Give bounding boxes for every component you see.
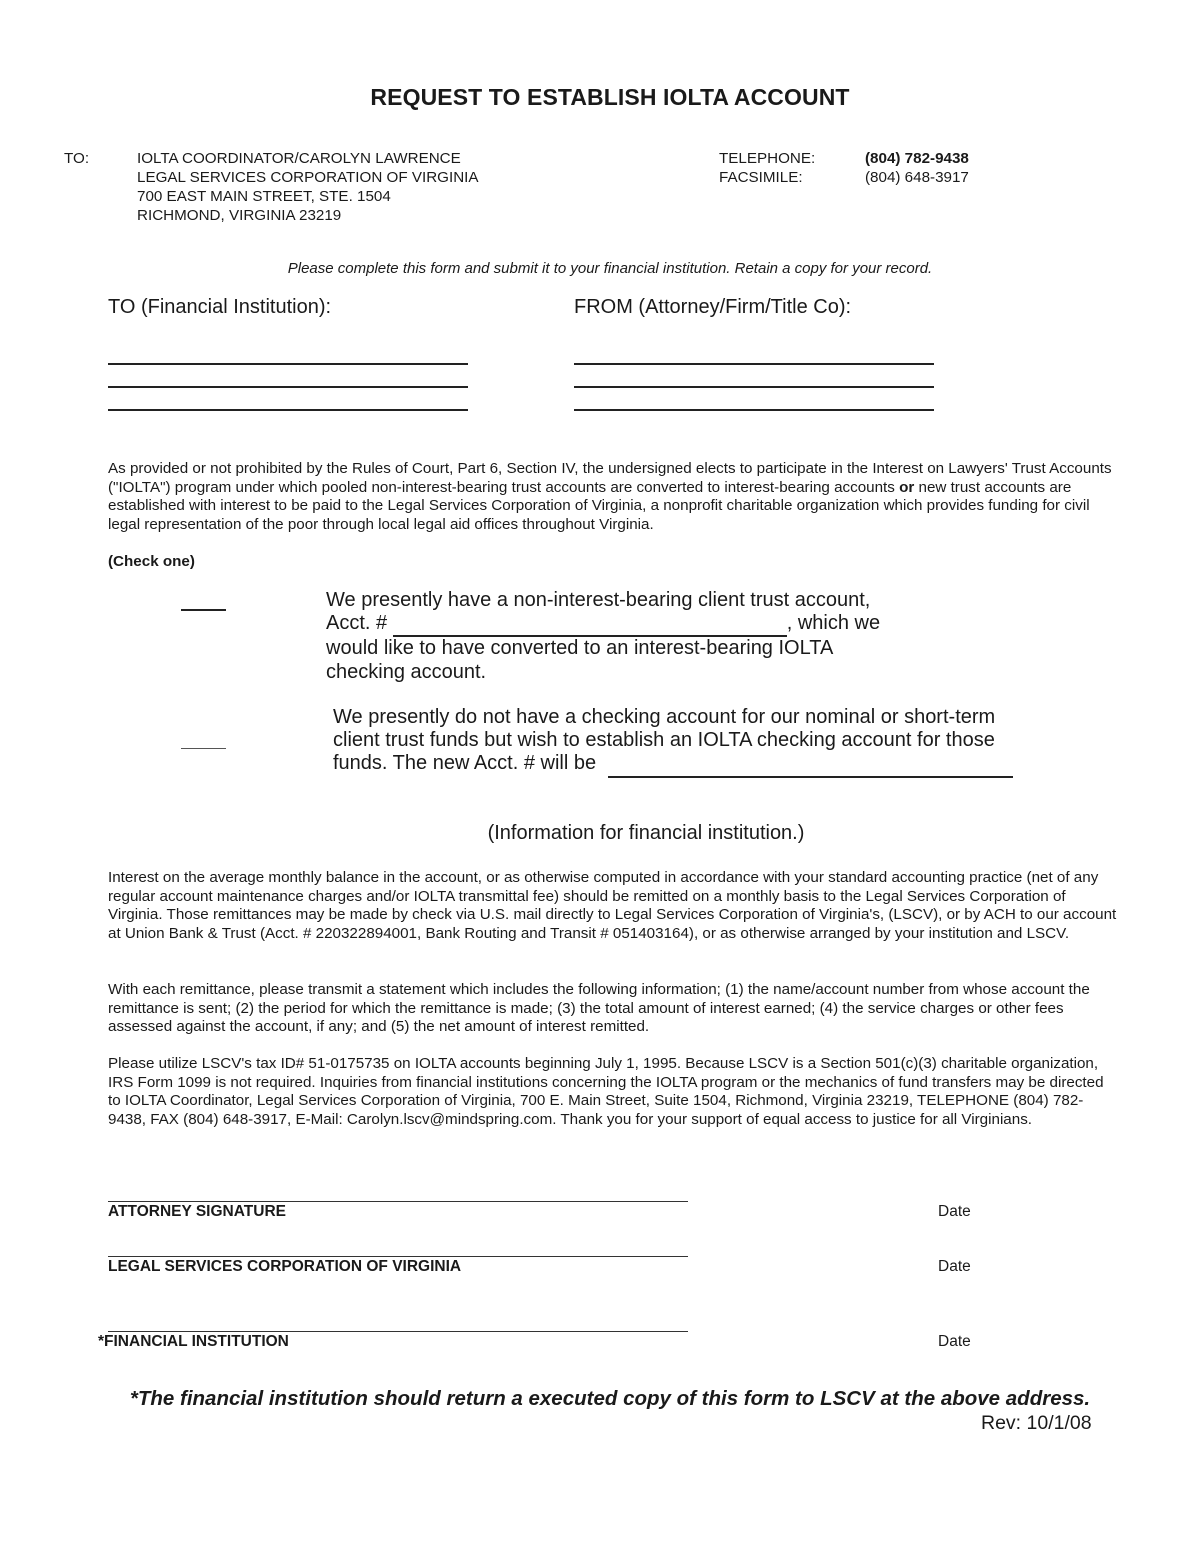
- institution-signature-line[interactable]: [108, 1331, 688, 1332]
- contact-labels: [719, 149, 815, 187]
- option-2-line-1: We presently do not have a checking account for our nominal or short-term: [333, 706, 996, 728]
- option-1-acct-prefix: Acct. #: [326, 612, 388, 635]
- attorney-signature-line[interactable]: [108, 1201, 688, 1202]
- option-1-text: [326, 589, 946, 684]
- option-2-line-3: [333, 752, 1073, 777]
- to-institution-label: TO (Financial Institution):: [108, 296, 332, 318]
- from-line-3[interactable]: [574, 409, 934, 411]
- tax-paragraph: Please utilize LSCV's tax ID# 51-0175735 on IOLTA accounts beginning July 1, 1995. Because LSCV is a Section 501(c)(3) charitable organization, IRS Form 1099 is not required. Inquiries from financial institutions concerning the IOLTA program or the mechanics of fund transfers may be directed to IOLTA Coordinator, Legal Services Corporation of Virginia, 700 E. Main Street, Suite 1504, Richmond, Virginia 23219, TELEPHONE (804) 782-9438, FAX (804) 648-3917, E-Mail: Carolyn.lscv@mindspring.com. Thank you for your support of equal access to justice for all Virginians.: [108, 1055, 1104, 1128]
- check-one-label: (Check one): [108, 553, 195, 570]
- attorney-date-label: Date: [938, 1203, 971, 1220]
- institution-line-1[interactable]: [108, 363, 468, 365]
- intro-part-1: As provided or not prohibited by the Rules of Court, Part 6, Section IV, the undersigned elects to participate in the Interest on Lawyers' Trust Accounts ("IOLTA") program under which pooled non-interest-bearing trust accounts are converted to interest-bearing accounts: [108, 460, 1112, 496]
- option-1-acct-line: [326, 612, 946, 637]
- institution-line-3[interactable]: [108, 409, 468, 411]
- option-1-acct-input[interactable]: [393, 612, 787, 637]
- contact-values: [865, 149, 969, 187]
- attorney-signature-label: ATTORNEY SIGNATURE: [108, 1203, 286, 1220]
- option-2-checkbox[interactable]: [181, 748, 226, 749]
- institution-line-2[interactable]: [108, 386, 468, 388]
- address-line: LEGAL SERVICES CORPORATION OF VIRGINIA: [137, 169, 479, 186]
- facsimile-label: FACSIMILE:: [719, 169, 803, 186]
- option-1-line-1: We presently have a non-interest-bearing client trust account,: [326, 589, 871, 611]
- from-line-1[interactable]: [574, 363, 934, 365]
- revision-date: Rev: 10/1/08: [981, 1412, 1092, 1434]
- option-1-checkbox[interactable]: [181, 609, 226, 611]
- option-2-line-2: client trust funds but wish to establish an IOLTA checking account for those: [333, 729, 995, 752]
- from-line-2[interactable]: [574, 386, 934, 388]
- option-1-acct-suffix: , which we: [786, 612, 881, 635]
- intro-part-2: new trust accounts are established with interest to be paid to the Legal Services Corporation of Virginia, a nonprofit charitable organization which provides funding for civil legal representation of the poor through local legal aid offices throughout Virginia.: [108, 478, 1090, 533]
- remittance-paragraph: With each remittance, please transmit a statement which includes the following information; (1) the name/account number from whose account the remittance is sent; (2) the period for which the remittance is made; (3) the total amount of interest earned; (4) the service charges or other fees assessed against the account, if any; and (5) the net amount of interest remitted.: [108, 981, 1090, 1036]
- lscv-signature-label: LEGAL SERVICES CORPORATION OF VIRGINIA: [108, 1258, 462, 1275]
- from-attorney-label: FROM (Attorney/Firm/Title Co):: [574, 296, 852, 318]
- to-label: TO:: [64, 150, 90, 167]
- institution-signature-label: *FINANCIAL INSTITUTION: [98, 1333, 289, 1350]
- facsimile-value: (804) 648-3917: [865, 169, 969, 186]
- telephone-value: (804) 782-9438: [865, 150, 969, 167]
- option-1-line-3: would like to have converted to an interest-bearing IOLTA: [326, 637, 834, 660]
- recipient-address: [137, 149, 479, 225]
- address-line: 700 EAST MAIN STREET, STE. 1504: [137, 188, 391, 205]
- footer-note: *The financial institution should return a executed copy of this form to LSCV at the above address.: [129, 1387, 1091, 1410]
- intro-or: or: [899, 478, 915, 496]
- option-1-line-4: checking account.: [326, 660, 487, 683]
- address-line: RICHMOND, VIRGINIA 23219: [137, 207, 342, 224]
- address-line: IOLTA COORDINATOR/CAROLYN LAWRENCE: [137, 150, 461, 167]
- option-2-acct-label: funds. The new Acct. # will be: [333, 752, 597, 775]
- interest-paragraph: Interest on the average monthly balance in the account, or as otherwise computed in accordance with your standard accounting practice (net of any regular account maintenance charges and/or IOLTA transmittal fee) should be remitted on a monthly basis to the Legal Services Corporation of Virginia. Those remittances may be made by check via U.S. mail directly to Legal Services Corporation of Virginia's, (LSCV), or by ACH to our account at Union Bank & Trust (Acct. # 220322894001, Bank Routing and Transit # 051403164), or as otherwise arranged by your institution and LSCV.: [108, 869, 1117, 942]
- option-2-acct-input[interactable]: [608, 752, 1013, 777]
- lscv-signature-line[interactable]: [108, 1256, 688, 1257]
- intro-paragraph: [108, 460, 1118, 534]
- lscv-date-label: Date: [938, 1258, 971, 1275]
- page-title: REQUEST TO ESTABLISH IOLTA ACCOUNT: [370, 84, 850, 110]
- option-2-text: [333, 706, 1073, 778]
- instruction-text: Please complete this form and submit it to your financial institution. Retain a copy for your record.: [287, 260, 933, 277]
- info-note: (Information for financial institution.): [487, 822, 805, 844]
- telephone-label: TELEPHONE:: [719, 150, 816, 167]
- institution-date-label: Date: [938, 1333, 971, 1350]
